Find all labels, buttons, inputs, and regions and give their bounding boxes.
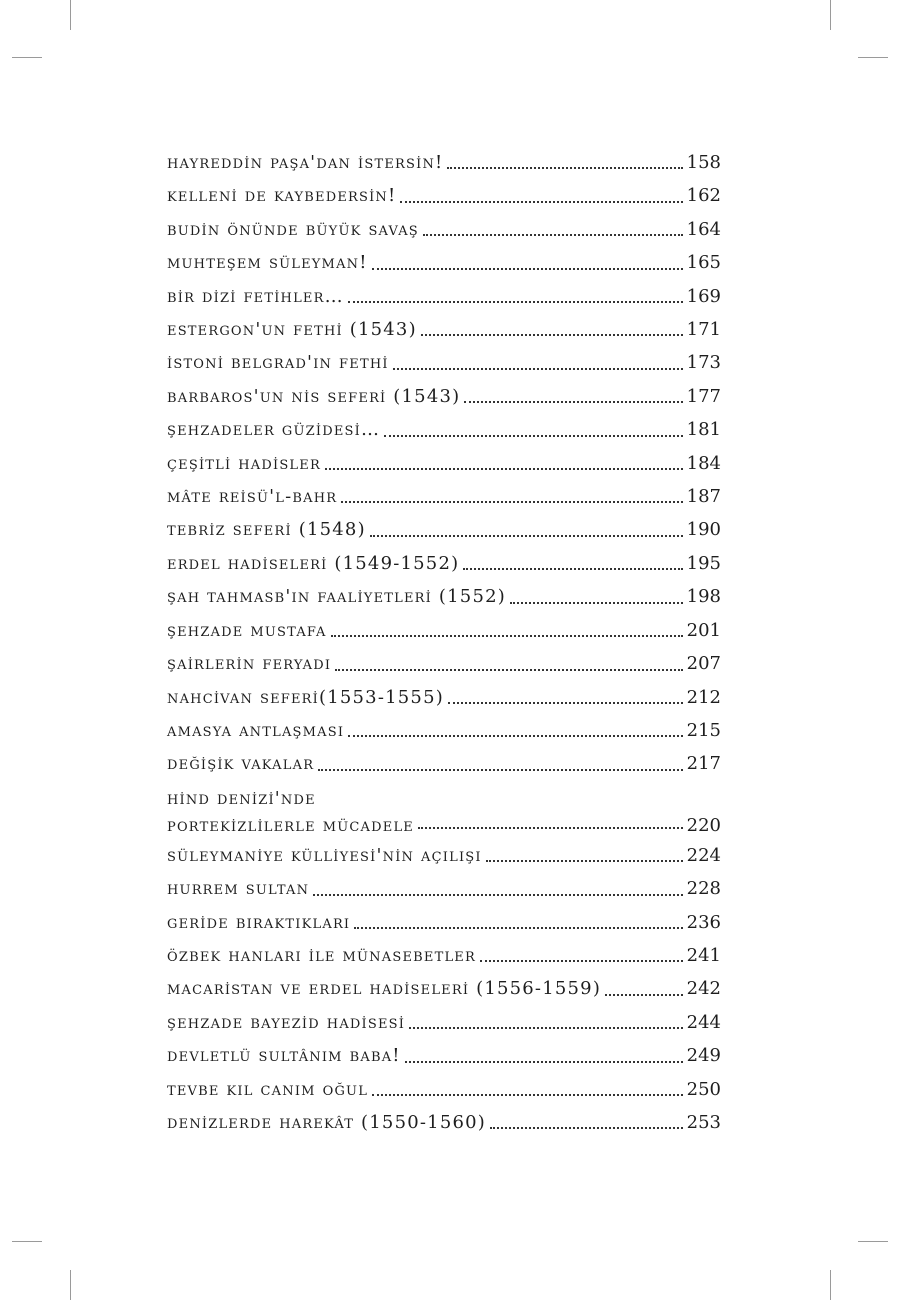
- crop-mark: [858, 57, 888, 58]
- toc-entry: [167, 480, 721, 513]
- toc-entry-title: tebri̇z seferi̇ (1548): [167, 519, 366, 541]
- toc-entry: [167, 1073, 721, 1106]
- dot-leader: [348, 735, 682, 737]
- dot-leader: [409, 1027, 683, 1029]
- dot-leader: [372, 268, 683, 270]
- crop-mark: [830, 0, 831, 30]
- dot-leader: [384, 435, 682, 437]
- crop-mark: [70, 0, 71, 30]
- toc-entry: [167, 547, 721, 580]
- dot-leader: [325, 468, 683, 470]
- toc-entry-title: şehzade bayezi̇d hadi̇sesi̇: [167, 1011, 406, 1033]
- toc-entry-title: hi̇nd deni̇zi̇'nde: [167, 787, 316, 809]
- toc-entry: [167, 839, 721, 872]
- toc-entry: [167, 313, 721, 346]
- dot-leader: [354, 927, 682, 929]
- toc-entry-title: budi̇n önünde büyük savaş: [167, 218, 419, 240]
- table-of-contents: [167, 146, 721, 1139]
- toc-entry-title: amasya antlaşmasi: [167, 719, 345, 741]
- toc-entry-page: 215: [686, 719, 721, 741]
- toc-entry-title: hayreddi̇n paşa'dan i̇stersi̇n!: [167, 152, 444, 173]
- toc-entry: [167, 906, 721, 939]
- toc-entry-title: çeşi̇tli̇ hadi̇sler: [167, 452, 321, 474]
- toc-entry-page: 165: [686, 252, 721, 274]
- toc-entry-page: 220: [686, 814, 721, 836]
- toc-entry-title: deni̇zlerde harekât (1550-1560): [167, 1111, 487, 1133]
- toc-entry: [167, 1006, 721, 1039]
- toc-entry-title: geri̇de biraktiklari: [167, 911, 351, 933]
- dot-leader: [405, 1061, 683, 1063]
- toc-entry-title: bi̇r di̇zi̇ feti̇hler…: [167, 285, 344, 307]
- dot-leader: [372, 1094, 683, 1096]
- toc-entry-title: kelleni̇ de kaybedersi̇n!: [167, 185, 397, 207]
- toc-entry-page: 195: [686, 552, 721, 574]
- toc-entry-page: 212: [686, 686, 721, 708]
- dot-leader: [335, 669, 682, 671]
- dot-leader: [400, 201, 682, 203]
- toc-entry: [167, 179, 721, 212]
- toc-entry: [167, 681, 721, 714]
- dot-leader: [510, 602, 683, 604]
- toc-entry-title: şai̇rleri̇n feryadi: [167, 653, 332, 675]
- toc-entry-page: 164: [686, 218, 721, 240]
- crop-mark: [12, 57, 42, 58]
- dot-leader: [331, 635, 683, 637]
- toc-entry-page: 228: [686, 878, 721, 900]
- toc-entry-page: 224: [686, 844, 721, 866]
- crop-mark: [12, 1241, 42, 1242]
- toc-entry-page: 173: [686, 352, 721, 374]
- dot-leader: [480, 960, 683, 962]
- toc-entry: [167, 1039, 721, 1072]
- toc-entry-page: 242: [686, 978, 721, 1000]
- toc-entry: [167, 1106, 721, 1139]
- toc-entry: [167, 872, 721, 905]
- toc-entry: [167, 346, 721, 379]
- toc-entry-page: 217: [686, 753, 721, 775]
- toc-entry-page: 253: [686, 1111, 721, 1133]
- toc-entry: [167, 647, 721, 680]
- toc-entry-page: 250: [686, 1078, 721, 1100]
- toc-entry: [167, 146, 721, 179]
- toc-entry: [167, 280, 721, 313]
- dot-leader: [348, 301, 683, 303]
- toc-entry-title: deği̇şi̇k vakalar: [167, 753, 315, 775]
- toc-entry-title: nahci̇van seferi̇(1553-1555): [167, 686, 444, 708]
- dot-leader: [318, 769, 682, 771]
- toc-entry-page: 198: [686, 586, 721, 608]
- dot-leader: [313, 894, 682, 896]
- toc-entry: [167, 380, 721, 413]
- toc-entry-page: 244: [686, 1011, 721, 1033]
- dot-leader: [463, 568, 682, 570]
- dot-leader: [464, 401, 682, 403]
- dot-leader: [486, 860, 683, 862]
- dot-leader: [341, 501, 682, 503]
- toc-entry-title: erdel hadi̇seleri̇ (1549-1552): [167, 552, 460, 574]
- crop-mark: [858, 1241, 888, 1242]
- dot-leader: [448, 702, 683, 704]
- toc-entry-page: 190: [686, 519, 721, 541]
- toc-entry-title: şah tahmasb'in faali̇yetleri̇ (1552): [167, 586, 506, 608]
- toc-entry: [167, 781, 721, 839]
- toc-entry-title: hurrem sultan: [167, 878, 310, 900]
- toc-entry-page: 201: [686, 619, 721, 641]
- toc-entry-title: mâte rei̇sü'l-bahr: [167, 486, 338, 508]
- dot-leader: [370, 535, 683, 537]
- toc-entry-title: muhteşem süleyman!: [167, 252, 368, 274]
- toc-entry-page: 181: [686, 419, 721, 441]
- toc-entry-title: özbek hanlari i̇le münasebetler: [167, 944, 476, 966]
- toc-entry-title: i̇stoni̇ belgrad'in fethi̇: [167, 352, 389, 374]
- toc-entry: [167, 614, 721, 647]
- toc-entry-title-line2: porteki̇zli̇lerle mücadele: [167, 814, 414, 836]
- toc-entry: [167, 447, 721, 480]
- toc-entry-page: 249: [686, 1045, 721, 1067]
- toc-entry-page: 162: [686, 185, 721, 207]
- toc-entry-page: 241: [686, 944, 721, 966]
- toc-entry: [167, 939, 721, 972]
- toc-entry-title: şehzadeler güzi̇desi̇…: [167, 419, 381, 441]
- toc-entry-page: 187: [686, 486, 721, 508]
- toc-entry-title: şehzade mustafa: [167, 619, 327, 641]
- dot-leader: [423, 234, 683, 236]
- toc-entry: [167, 213, 721, 246]
- toc-entry-page: 184: [686, 452, 721, 474]
- toc-entry-title: estergon'un fethi̇ (1543): [167, 319, 417, 341]
- dot-leader: [447, 167, 682, 169]
- toc-entry-page: 158: [686, 152, 721, 173]
- toc-entry: [167, 747, 721, 780]
- toc-entry-page: 177: [686, 385, 721, 407]
- toc-entry-page: 207: [686, 653, 721, 675]
- dot-leader: [421, 334, 683, 336]
- dot-leader: [490, 1127, 683, 1129]
- toc-entry-title: barbaros'un ni̇s seferi̇ (1543): [167, 385, 461, 407]
- dot-leader: [605, 994, 683, 996]
- crop-mark: [830, 1270, 831, 1300]
- toc-entry-title: süleymani̇ye külli̇yesi̇'ni̇n açilişi: [167, 844, 482, 866]
- dot-leader: [418, 827, 683, 829]
- toc-entry-page: 236: [686, 911, 721, 933]
- toc-entry-page: 171: [686, 319, 721, 341]
- crop-mark: [70, 1270, 71, 1300]
- toc-entry-title: tevbe kil canim oğul: [167, 1078, 369, 1100]
- toc-entry: [167, 413, 721, 446]
- dot-leader: [393, 368, 683, 370]
- toc-entry-page: 169: [686, 285, 721, 307]
- toc-entry: [167, 972, 721, 1005]
- toc-entry: [167, 714, 721, 747]
- toc-entry-title: macari̇stan ve erdel hadi̇seleri̇ (1556-1559): [167, 978, 602, 1000]
- toc-entry: [167, 513, 721, 546]
- toc-entry: [167, 246, 721, 279]
- toc-entry: [167, 580, 721, 613]
- toc-entry-title: devletlü sultânim baba!: [167, 1045, 401, 1067]
